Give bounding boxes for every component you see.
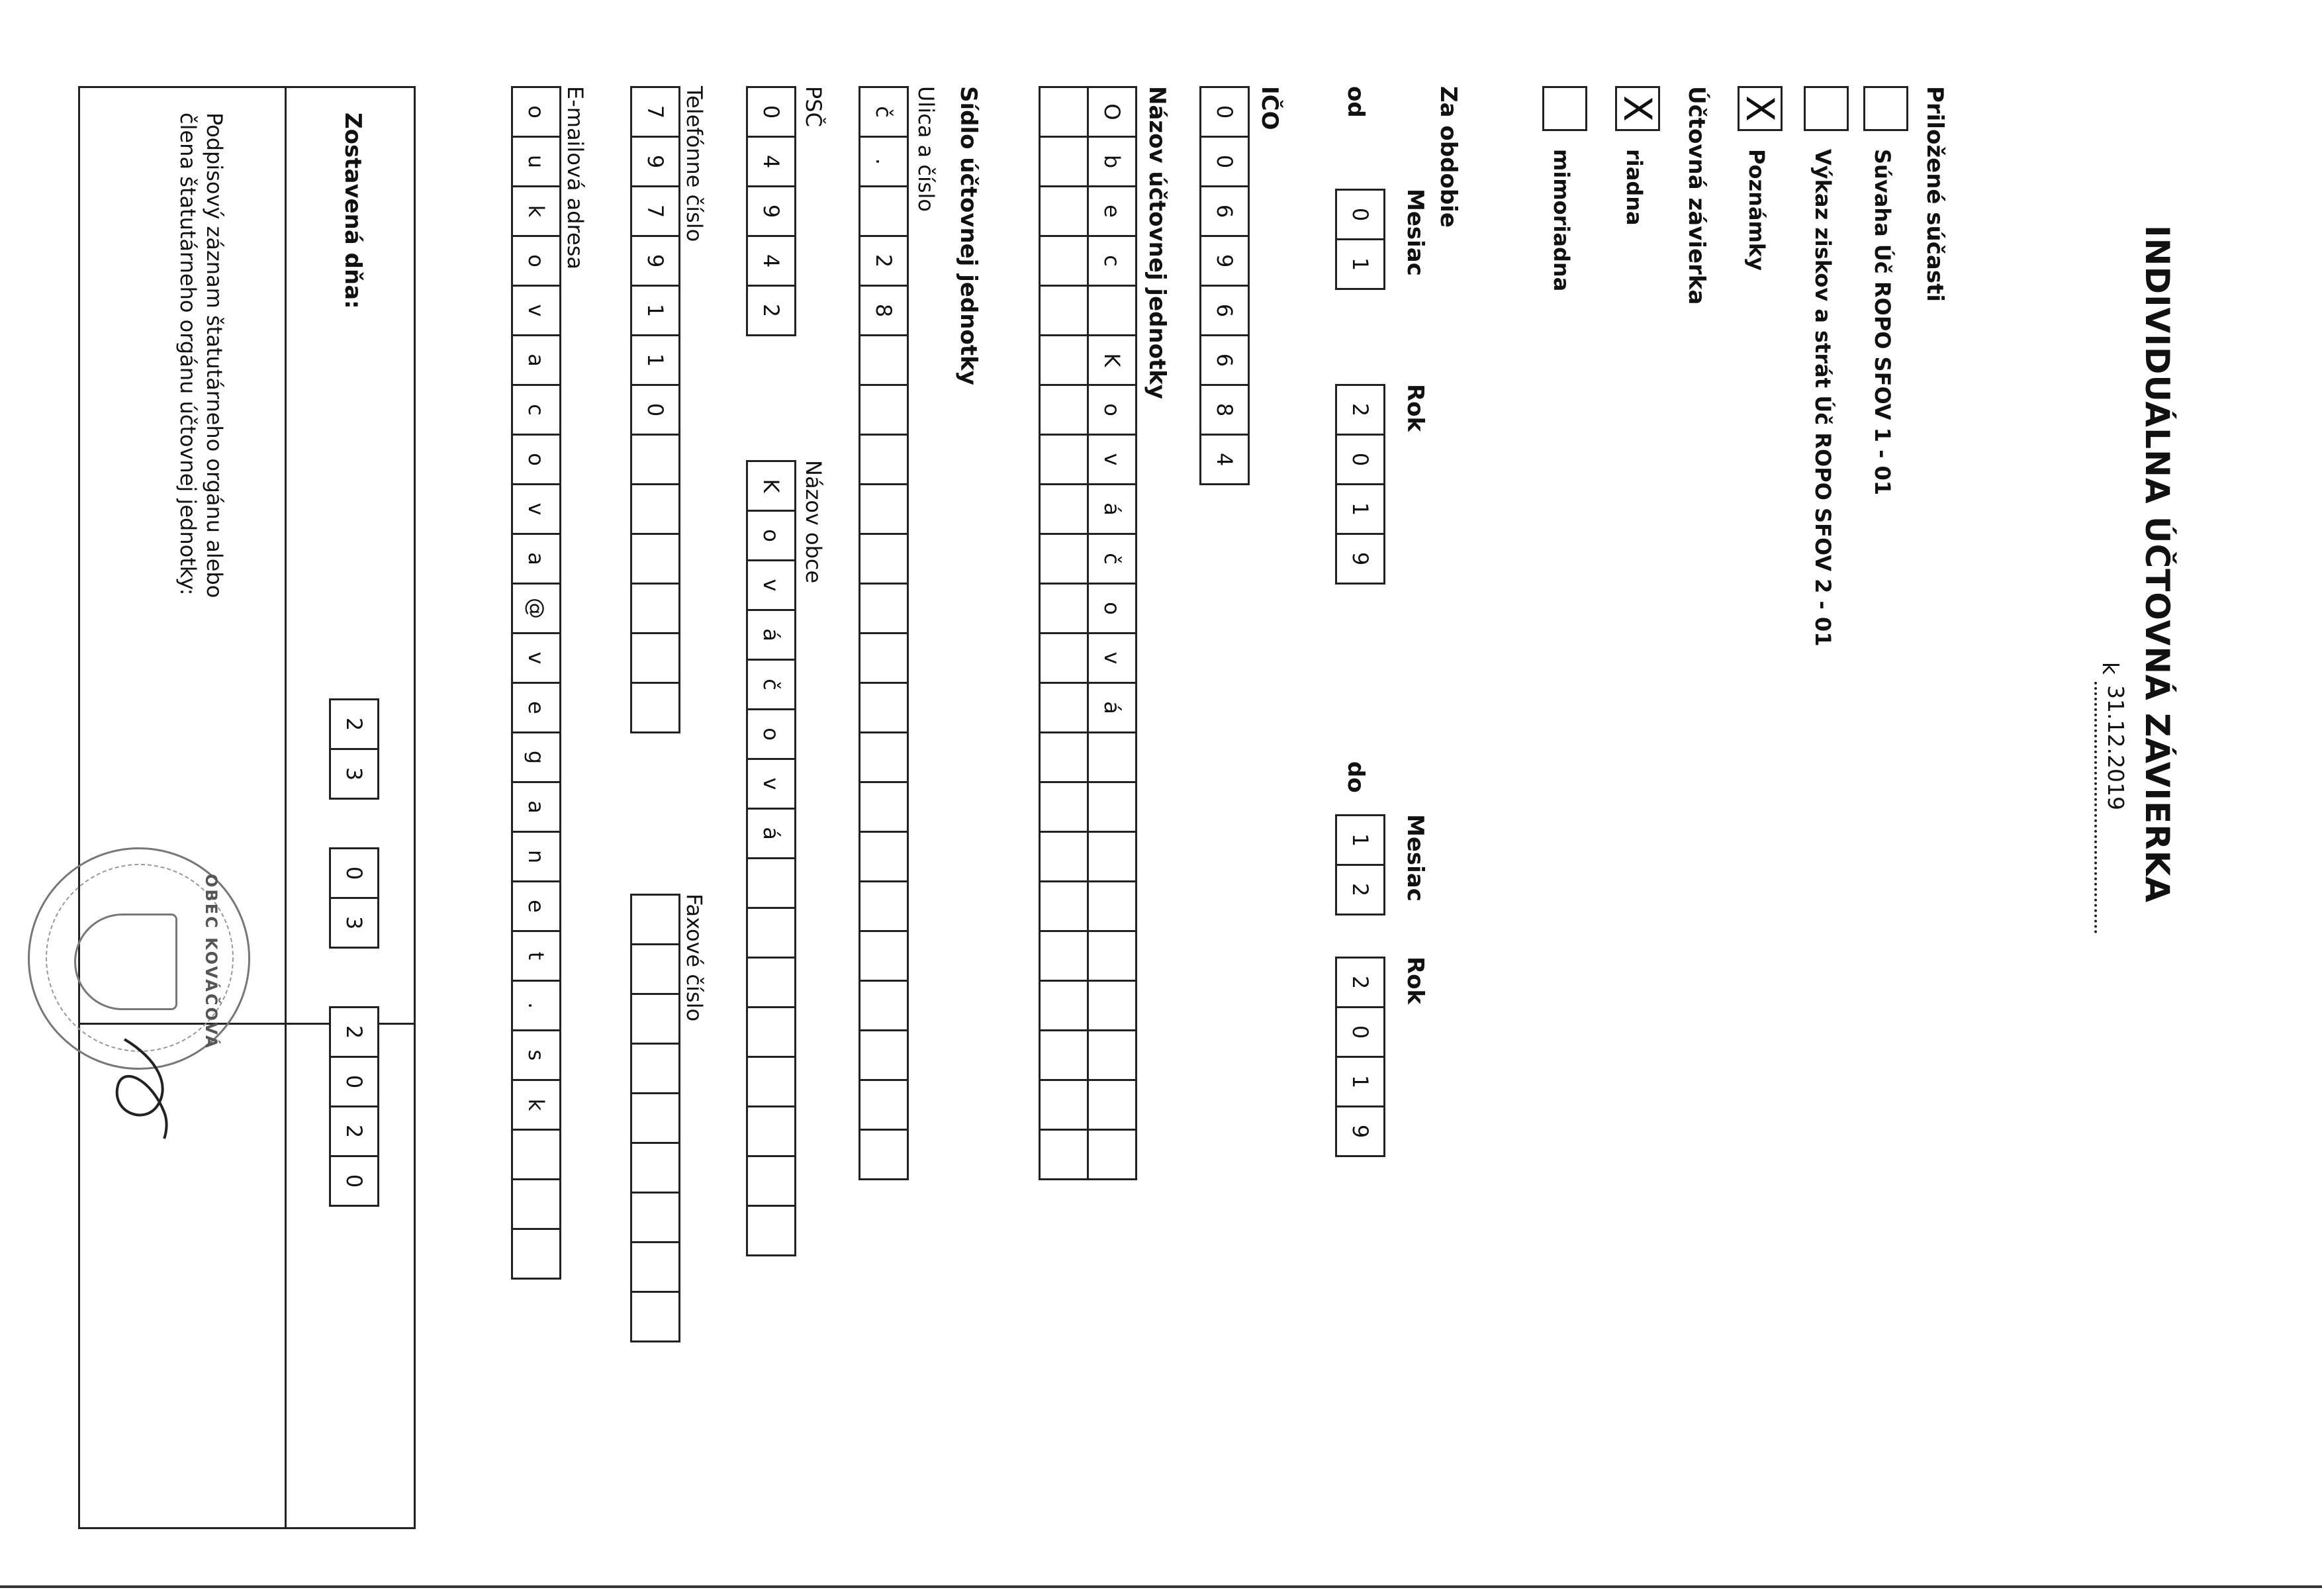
char-cell[interactable]: v: [1087, 632, 1137, 684]
char-cell[interactable]: [1087, 731, 1137, 783]
char-cell[interactable]: [746, 1205, 796, 1256]
char-cell[interactable]: a: [511, 533, 561, 585]
char-cell[interactable]: [1039, 1079, 1089, 1131]
closing-extraordinary-checkbox[interactable]: [1542, 86, 1587, 131]
char-cell[interactable]: [630, 1043, 680, 1094]
char-cell[interactable]: [630, 943, 680, 995]
char-cell[interactable]: [511, 1178, 561, 1230]
char-cell[interactable]: [511, 1228, 561, 1280]
char-cell[interactable]: [859, 434, 909, 485]
closing-date: 31.12.2019: [2103, 685, 2129, 810]
char-cell[interactable]: [1039, 781, 1089, 833]
char-cell[interactable]: 0: [1335, 434, 1385, 485]
char-cell[interactable]: [859, 185, 909, 237]
char-cell[interactable]: t: [511, 930, 561, 982]
char-cell[interactable]: 2: [1335, 384, 1385, 436]
char-cell[interactable]: [746, 1105, 796, 1157]
char-cell[interactable]: 7: [630, 86, 680, 138]
char-cell[interactable]: 8: [1199, 384, 1250, 436]
char-cell[interactable]: [1039, 533, 1089, 585]
char-cell[interactable]: č: [746, 659, 796, 710]
char-cell[interactable]: [1087, 1129, 1137, 1180]
char-cell[interactable]: [1039, 235, 1089, 287]
char-cell[interactable]: n: [511, 831, 561, 882]
period-heading: Za obdobie: [1435, 86, 1462, 228]
char-cell[interactable]: 9: [630, 235, 680, 287]
char-cell[interactable]: 6: [1199, 334, 1250, 386]
char-cell[interactable]: [1039, 1129, 1089, 1180]
char-cell[interactable]: o: [511, 86, 561, 138]
char-cell[interactable]: [1087, 781, 1137, 833]
char-cell[interactable]: [859, 930, 909, 982]
period-to-month-label: Mesiac: [1402, 814, 1428, 902]
char-cell[interactable]: [859, 334, 909, 386]
char-cell[interactable]: K: [1087, 334, 1137, 386]
char-cell[interactable]: á: [746, 808, 796, 859]
period-to-label: do: [1342, 761, 1369, 793]
char-cell[interactable]: g: [511, 731, 561, 783]
attachment-1-checkbox[interactable]: [1863, 86, 1908, 131]
check-mark-icon: [1806, 88, 1847, 129]
char-cell[interactable]: 6: [1199, 285, 1250, 336]
char-cell[interactable]: [859, 781, 909, 833]
email-field[interactable]: [511, 86, 561, 1280]
char-cell[interactable]: [630, 583, 680, 634]
char-cell[interactable]: 8: [859, 285, 909, 336]
char-cell[interactable]: [1039, 682, 1089, 733]
char-cell[interactable]: 9: [746, 185, 796, 237]
char-cell[interactable]: á: [1087, 682, 1137, 733]
char-cell[interactable]: a: [511, 781, 561, 833]
char-cell[interactable]: [630, 993, 680, 1045]
char-cell[interactable]: č: [1087, 533, 1137, 585]
char-cell[interactable]: o: [511, 434, 561, 485]
char-cell[interactable]: [746, 1155, 796, 1207]
char-cell[interactable]: a: [511, 334, 561, 386]
char-cell[interactable]: [1039, 285, 1089, 336]
char-cell[interactable]: 2: [1335, 864, 1385, 915]
char-cell[interactable]: [1087, 930, 1137, 982]
phone-label: Telefónne číslo: [682, 86, 707, 242]
char-cell[interactable]: o: [746, 708, 796, 760]
char-cell[interactable]: 9: [630, 136, 680, 187]
attachment-3-label: Poznámky: [1744, 149, 1769, 271]
closing-type-heading: Účtovná závierka: [1683, 86, 1710, 305]
char-cell[interactable]: [859, 483, 909, 535]
unit-name-row-2[interactable]: [1039, 86, 1089, 1180]
ico-digits[interactable]: [1199, 86, 1250, 485]
char-cell[interactable]: O: [1087, 86, 1137, 138]
period-to-year-label: Rok: [1402, 957, 1428, 1005]
date-prefix: k: [2098, 662, 2123, 675]
char-cell[interactable]: á: [746, 609, 796, 661]
email-label: E-mailová adresa: [563, 86, 588, 269]
char-cell[interactable]: [746, 907, 796, 959]
char-cell[interactable]: [630, 632, 680, 684]
char-cell[interactable]: 1: [1335, 238, 1385, 290]
char-cell[interactable]: k: [511, 1079, 561, 1131]
char-cell[interactable]: [630, 682, 680, 733]
char-cell[interactable]: b: [1087, 136, 1137, 187]
char-cell[interactable]: 2: [746, 285, 796, 336]
char-cell[interactable]: [859, 1029, 909, 1081]
char-cell[interactable]: [859, 533, 909, 585]
char-cell[interactable]: [746, 1056, 796, 1107]
psc-field[interactable]: [746, 86, 796, 336]
city-label: Názov obce: [801, 460, 826, 584]
char-cell[interactable]: [859, 1129, 909, 1180]
char-cell[interactable]: [1039, 1029, 1089, 1081]
char-cell[interactable]: e: [511, 682, 561, 733]
scan-edge-line: [0, 1585, 2322, 1588]
char-cell[interactable]: v: [746, 758, 796, 810]
char-cell[interactable]: v: [511, 483, 561, 535]
char-cell[interactable]: [630, 483, 680, 535]
char-cell[interactable]: [1087, 1079, 1137, 1131]
char-cell[interactable]: 3: [329, 897, 379, 949]
char-cell[interactable]: @: [511, 583, 561, 634]
char-cell[interactable]: c: [511, 384, 561, 436]
char-cell[interactable]: [630, 1291, 680, 1342]
phone-field[interactable]: [630, 86, 680, 733]
period-from-month[interactable]: [1335, 189, 1385, 290]
char-cell[interactable]: [859, 682, 909, 733]
attachment-2-checkbox[interactable]: [1804, 86, 1849, 131]
char-cell[interactable]: k: [511, 185, 561, 237]
char-cell[interactable]: [630, 1092, 680, 1144]
char-cell[interactable]: c: [1087, 235, 1137, 287]
char-cell[interactable]: [1039, 880, 1089, 932]
char-cell[interactable]: [630, 1142, 680, 1194]
char-cell[interactable]: u: [511, 136, 561, 187]
char-cell[interactable]: K: [746, 460, 796, 512]
char-cell[interactable]: s: [511, 1029, 561, 1081]
char-cell[interactable]: [1039, 434, 1089, 485]
char-cell[interactable]: 9: [1335, 1105, 1385, 1157]
char-cell[interactable]: 7: [630, 185, 680, 237]
char-cell[interactable]: [859, 583, 909, 634]
signature-label-1: Podpisový záznam štatutárneho orgánu alebo: [202, 113, 227, 598]
char-cell[interactable]: 0: [329, 847, 379, 899]
char-cell[interactable]: [511, 1129, 561, 1180]
char-cell[interactable]: 2: [329, 698, 379, 750]
char-cell[interactable]: [1039, 334, 1089, 386]
char-cell[interactable]: [630, 1241, 680, 1293]
char-cell[interactable]: á: [1087, 483, 1137, 535]
char-cell[interactable]: 9: [1335, 533, 1385, 585]
street-label: Ulica a číslo: [913, 86, 939, 212]
check-mark-icon: [1544, 88, 1585, 129]
ico-label: IČO: [1256, 86, 1283, 130]
char-cell[interactable]: [859, 1079, 909, 1131]
char-cell[interactable]: [859, 980, 909, 1031]
city-field[interactable]: [746, 460, 796, 1256]
char-cell[interactable]: [1039, 632, 1089, 684]
char-cell[interactable]: [1087, 831, 1137, 882]
char-cell[interactable]: e: [1087, 185, 1137, 237]
char-cell[interactable]: 0: [329, 1155, 379, 1207]
period-from-label: od: [1342, 86, 1369, 118]
char-cell[interactable]: 1: [630, 285, 680, 336]
compiled-day[interactable]: [329, 698, 379, 800]
char-cell[interactable]: 1: [630, 334, 680, 386]
footer-divider-h: [285, 86, 287, 1529]
char-cell[interactable]: [1039, 831, 1089, 882]
char-cell[interactable]: [630, 533, 680, 585]
char-cell[interactable]: [630, 434, 680, 485]
char-cell[interactable]: 0: [1199, 136, 1250, 187]
char-cell[interactable]: [1039, 731, 1089, 783]
signature-mark: [98, 1033, 184, 1145]
char-cell[interactable]: [746, 857, 796, 909]
unit-name-label: Názov účtovnej jednotky: [1144, 86, 1170, 400]
period-from-year[interactable]: [1335, 384, 1385, 585]
char-cell[interactable]: [859, 880, 909, 932]
char-cell[interactable]: [1039, 980, 1089, 1031]
char-cell[interactable]: 2: [859, 235, 909, 287]
attachments-heading: Priložené súčasti: [1922, 86, 1948, 302]
char-cell[interactable]: 0: [746, 86, 796, 138]
check-mark-icon: [1865, 88, 1906, 129]
char-cell[interactable]: 0: [329, 1056, 379, 1107]
attachment-2-label: Výkaz ziskov a strát Úč ROPO SFOV 2 - 01: [1810, 149, 1835, 647]
psc-label: PSČ: [801, 86, 826, 127]
char-cell[interactable]: [1087, 880, 1137, 932]
char-cell[interactable]: 9: [1199, 235, 1250, 287]
fax-field[interactable]: [630, 894, 680, 1342]
char-cell[interactable]: v: [1087, 434, 1137, 485]
char-cell[interactable]: [746, 1006, 796, 1058]
attachment-1-label: Súvaha Úč ROPO SFOV 1 - 01: [1870, 149, 1895, 496]
closing-extraordinary-label: mimoriadna: [1549, 149, 1574, 292]
period-to-year[interactable]: [1335, 957, 1385, 1157]
check-mark-icon: X: [1615, 95, 1660, 122]
closing-regular-checkbox[interactable]: [1615, 86, 1660, 131]
seat-heading: Sídlo účtovnej jednotky: [955, 86, 982, 385]
char-cell[interactable]: v: [511, 632, 561, 684]
char-cell[interactable]: [859, 731, 909, 783]
char-cell[interactable]: o: [1087, 384, 1137, 436]
char-cell[interactable]: .: [859, 136, 909, 187]
char-cell[interactable]: 4: [746, 235, 796, 287]
char-cell[interactable]: 1: [1335, 814, 1385, 866]
compiled-year[interactable]: [329, 1006, 379, 1207]
unit-name-row-1[interactable]: [1087, 86, 1137, 1180]
char-cell[interactable]: [1039, 86, 1089, 138]
char-cell[interactable]: [859, 384, 909, 436]
char-cell[interactable]: 0: [1199, 86, 1250, 138]
char-cell[interactable]: [1087, 1029, 1137, 1081]
check-mark-icon: X: [1738, 95, 1783, 122]
char-cell[interactable]: v: [511, 285, 561, 336]
compiled-month[interactable]: [329, 847, 379, 949]
char-cell[interactable]: o: [1087, 583, 1137, 634]
street-field[interactable]: [859, 86, 909, 1180]
date-dotline: [2094, 682, 2097, 933]
compiled-label: Zostavená dňa:: [340, 113, 366, 309]
char-cell[interactable]: [1087, 285, 1137, 336]
char-cell[interactable]: [1087, 980, 1137, 1031]
char-cell[interactable]: [746, 957, 796, 1008]
char-cell[interactable]: [859, 831, 909, 882]
char-cell[interactable]: [1039, 384, 1089, 436]
char-cell[interactable]: 1: [1335, 483, 1385, 535]
attachment-3-checkbox[interactable]: [1738, 86, 1783, 131]
char-cell[interactable]: [1039, 185, 1089, 237]
char-cell[interactable]: 1: [1335, 1056, 1385, 1107]
char-cell[interactable]: 2: [329, 1105, 379, 1157]
char-cell[interactable]: 2: [1335, 957, 1385, 1008]
coat-of-arms-icon: [74, 914, 177, 1010]
char-cell[interactable]: 0: [630, 384, 680, 436]
closing-regular-label: riadna: [1622, 149, 1647, 226]
char-cell[interactable]: [1039, 136, 1089, 187]
char-cell[interactable]: [1039, 483, 1089, 535]
char-cell[interactable]: o: [746, 510, 796, 561]
char-cell[interactable]: 6: [1199, 185, 1250, 237]
period-from-month-label: Mesiac: [1402, 189, 1428, 276]
char-cell[interactable]: 0: [1335, 189, 1385, 240]
char-cell[interactable]: .: [511, 980, 561, 1031]
signature-label-2: člena štatutárneho orgánu účtovnej jednotky:: [175, 113, 201, 596]
char-cell[interactable]: o: [511, 235, 561, 287]
char-cell[interactable]: [859, 632, 909, 684]
fax-label: Faxové číslo: [682, 894, 707, 1022]
char-cell[interactable]: 4: [1199, 434, 1250, 485]
char-cell[interactable]: [630, 894, 680, 945]
char-cell[interactable]: [1039, 583, 1089, 634]
page-title: INDIVIDUÁLNA ÚČTOVNÁ ZÁVIERKA: [2138, 225, 2176, 904]
char-cell[interactable]: 0: [1335, 1006, 1385, 1058]
char-cell[interactable]: 2: [329, 1006, 379, 1058]
char-cell[interactable]: 3: [329, 748, 379, 800]
char-cell[interactable]: č: [859, 86, 909, 138]
char-cell[interactable]: [1039, 930, 1089, 982]
period-from-year-label: Rok: [1402, 384, 1428, 432]
char-cell[interactable]: e: [511, 880, 561, 932]
period-to-month[interactable]: [1335, 814, 1385, 915]
stamp-text: OBEC KOVÁČOVÁ: [202, 874, 220, 1050]
char-cell[interactable]: v: [746, 559, 796, 611]
char-cell[interactable]: [630, 1192, 680, 1243]
char-cell[interactable]: 4: [746, 136, 796, 187]
